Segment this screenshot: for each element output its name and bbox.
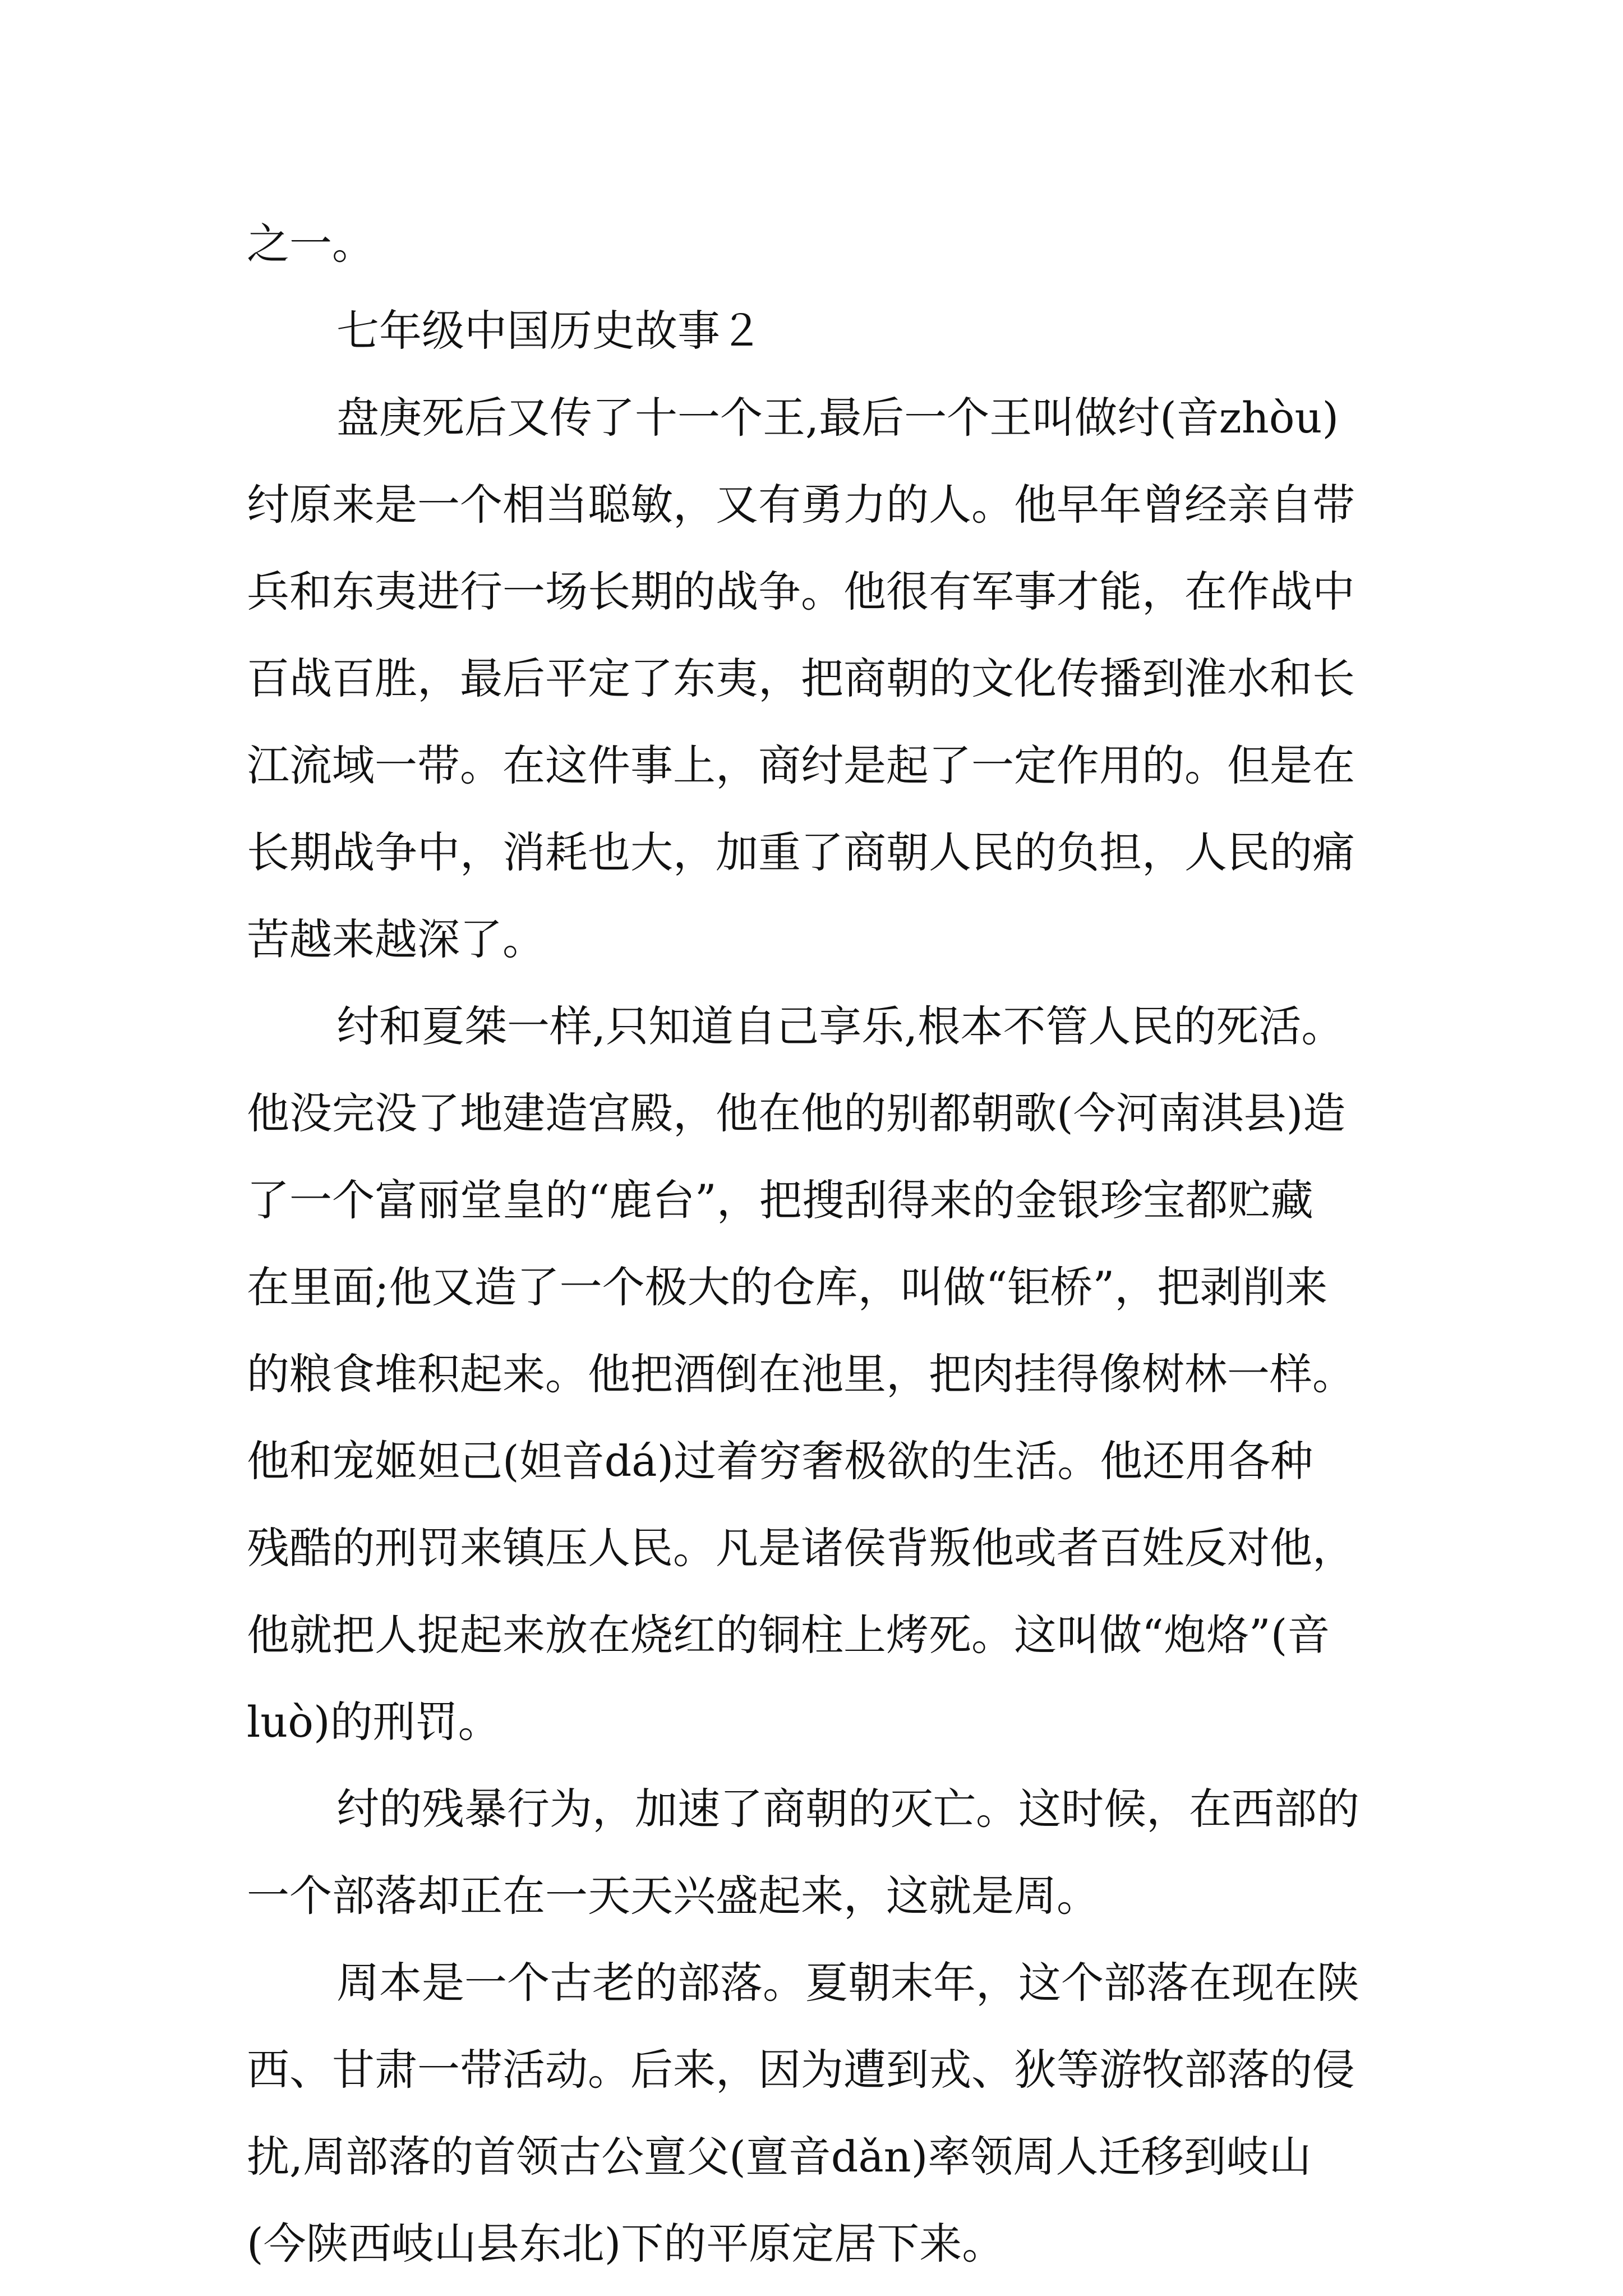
text-line: 西、甘肃一带活动。后来，因为遭到戎、狄等游牧部落的侵 [247, 2045, 1355, 2095]
text-line: 残酷的刑罚来镇压人民。凡是诸侯背叛他或者百姓反对他， [247, 1523, 1355, 1573]
text-line: 长期战争中，消耗也大，加重了商朝人民的负担，人民的痛 [247, 827, 1355, 877]
text-line: 了一个富丽堂皇的“鹿台”，把搜刮得来的金银珍宝都贮藏 [247, 1175, 1313, 1225]
text-line: 他没完没了地建造宫殿，他在他的别都朝歌(今河南淇县)造 [247, 1088, 1346, 1138]
text-line: 扰,周部落的首领古公亶父(亶音dǎn)率领周人迁移到岐山 [247, 2132, 1312, 2182]
text-line: 兵和东夷进行一场长期的战争。他很有军事才能，在作战中 [247, 567, 1355, 616]
text-line: 在里面;他又造了一个极大的仓库，叫做“钜桥”，把剥削来 [247, 1262, 1328, 1312]
text-line: luò)的刑罚。 [247, 1697, 501, 1747]
text-line: 百战百胜，最后平定了东夷，把商朝的文化传播到淮水和长 [247, 654, 1355, 703]
text-line: 的粮食堆积起来。他把酒倒在池里，把肉挂得像树林一样。 [247, 1349, 1355, 1399]
text-line: 纣的残暴行为，加速了商朝的灭亡。这时候，在西部的 [336, 1784, 1359, 1834]
text-line: 他就把人捉起来放在烧红的铜柱上烤死。这叫做“炮烙”(音 [247, 1610, 1330, 1660]
text-line: 纣和夏桀一样,只知道自己享乐,根本不管人民的死活。 [336, 1001, 1344, 1051]
text-line: 他和宠姬妲己(妲音dá)过着穷奢极欲的生活。他还用各种 [247, 1436, 1313, 1486]
text-line: 苦越来越深了。 [247, 914, 545, 964]
section-heading: 七年级中国历史故事２ [336, 306, 763, 356]
text-line: 纣原来是一个相当聪敏，又有勇力的人。他早年曾经亲自带 [247, 480, 1355, 530]
text-line: 之一。 [247, 219, 375, 269]
text-line: 江流域一带。在这件事上，商纣是起了一定作用的。但是在 [247, 740, 1355, 790]
text-line: 盘庚死后又传了十一个王,最后一个王叫做纣(音zhòu) [336, 393, 1339, 443]
text-line: 一个部落却正在一天天兴盛起来，这就是周。 [247, 1871, 1099, 1921]
text-line: 周本是一个古老的部落。夏朝末年，这个部落在现在陕 [336, 1958, 1359, 2008]
text-line: (今陕西岐山县东北)下的平原定居下来。 [247, 2219, 1005, 2269]
